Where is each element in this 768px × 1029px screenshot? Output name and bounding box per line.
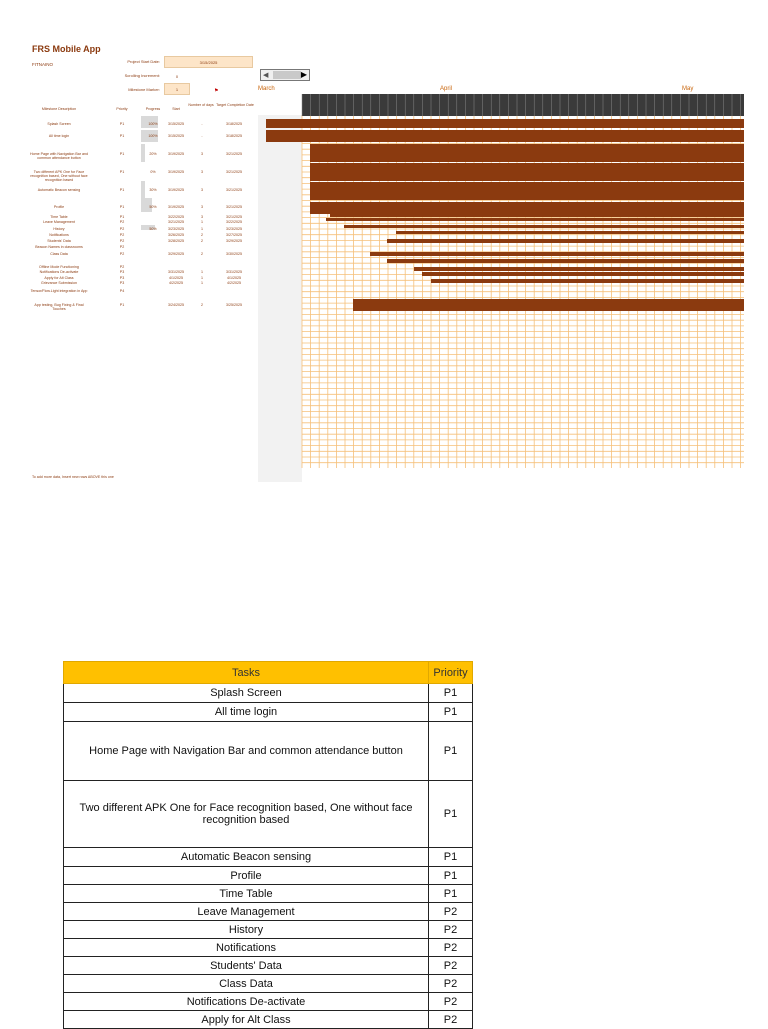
task-cell: Profile	[64, 867, 429, 885]
scrolling-increment-field[interactable]: 0	[164, 70, 190, 82]
priority-cell: P2	[429, 975, 473, 993]
milestone-start: 3/26/2025	[168, 233, 184, 237]
table-row	[64, 1011, 473, 1029]
milestone-days: 3	[201, 152, 203, 156]
table-row	[64, 703, 473, 722]
milestone-progress: 50%	[149, 227, 157, 231]
milestone-target: 4/2/2025	[227, 281, 241, 285]
milestone-progress: 0%	[150, 170, 156, 174]
milestone-start: 3/28/2025	[168, 239, 184, 243]
milestone-priority: P2	[119, 265, 125, 269]
table-row	[64, 903, 473, 921]
month-label: May	[682, 86, 694, 92]
milestone-progress: 50%	[149, 205, 157, 209]
milestone-name: Leave Management	[43, 220, 75, 224]
table-row	[64, 781, 473, 848]
scrolling-increment-label: Scrolling Increment:	[124, 73, 160, 78]
month-label: March	[258, 86, 275, 92]
priority-cell: P1	[429, 684, 473, 703]
month-label: April	[440, 86, 453, 92]
milestone-name: Students' Data	[47, 239, 71, 243]
task-bar	[330, 214, 744, 217]
milestone-start: 3/19/2025	[168, 170, 184, 174]
milestone-days: 1	[201, 227, 203, 231]
table-row	[64, 867, 473, 885]
scroll-right-icon[interactable]: ▶	[300, 70, 307, 79]
milestone-start: 3/31/2025	[168, 270, 184, 274]
milestone-days: 1	[201, 220, 203, 224]
milestone-name: Time Table	[50, 215, 68, 219]
task-cell: Class Data	[64, 975, 429, 993]
col-description: Milestone Description	[41, 107, 77, 111]
milestone-start: 3/15/2025	[168, 122, 184, 126]
footnote: To add more data, Insert new rows ABOVE this one	[32, 475, 114, 479]
task-bar	[414, 267, 744, 271]
project-start-field[interactable]: 3/15/2025	[164, 56, 253, 68]
task-bar	[387, 259, 744, 263]
task-cell: All time login	[64, 703, 429, 722]
milestone-start: 3/19/2025	[168, 188, 184, 192]
milestone-start: 3/22/2025	[168, 215, 184, 219]
task-cell: History	[64, 921, 429, 939]
milestone-name: Grievance Submission	[41, 281, 77, 285]
task-bar	[310, 144, 744, 162]
pre-start-area	[258, 115, 302, 482]
priority-cell: P2	[429, 903, 473, 921]
milestone-target: 3/18/2025	[226, 134, 242, 138]
milestone-name: Splash Screen	[47, 122, 71, 126]
milestone-name: Automatic Beacon sensing	[37, 188, 81, 192]
milestone-start: 3/19/2025	[168, 152, 184, 156]
scroll-left-icon[interactable]: ◀	[263, 72, 269, 79]
milestone-priority: P4	[119, 289, 125, 293]
task-cell: Students' Data	[64, 957, 429, 975]
priority-cell: P2	[429, 957, 473, 975]
task-cell: Time Table	[64, 885, 429, 903]
milestone-name: Offline Mode Functioning	[39, 265, 79, 269]
milestone-days: 1	[201, 281, 203, 285]
milestone-priority: P2	[119, 227, 125, 231]
priority-cell: P2	[429, 939, 473, 957]
table-row	[64, 921, 473, 939]
milestone-days: -	[201, 122, 203, 126]
milestone-days: 3	[201, 188, 203, 192]
milestone-target: 3/22/2025	[226, 220, 242, 224]
milestone-priority: P3	[119, 276, 125, 280]
milestone-name: All time login	[48, 134, 70, 138]
milestone-priority: P2	[119, 233, 125, 237]
milestone-name: Notifications	[49, 233, 69, 237]
milestone-start: 3/29/2025	[168, 252, 184, 256]
task-bar	[326, 218, 744, 221]
milestone-target: 3/27/2025	[226, 233, 242, 237]
milestone-target: 3/23/2025	[226, 227, 242, 231]
milestone-target: 3/21/2025	[226, 188, 242, 192]
milestone-priority: P1	[119, 215, 125, 219]
flag-icon: ⚑	[214, 88, 219, 94]
table-row	[64, 975, 473, 993]
timeline-scrollbar[interactable]	[260, 69, 310, 81]
milestone-priority: P2	[119, 239, 125, 243]
gantt-chart	[258, 84, 744, 482]
task-bar	[422, 272, 744, 276]
milestone-days: 2	[201, 252, 203, 256]
table-header-tasks: Tasks	[64, 662, 429, 684]
task-cell: Apply for Alt Class	[64, 1011, 429, 1029]
task-cell: Home Page with Navigation Bar and common attendance button	[64, 722, 429, 781]
milestone-target: 3/18/2025	[226, 122, 242, 126]
milestone-target: 3/29/2025	[226, 239, 242, 243]
task-bar	[387, 239, 744, 243]
milestone-target: 3/31/2025	[226, 270, 242, 274]
milestone-priority: P1	[119, 303, 125, 307]
milestone-target: 3/21/2025	[226, 152, 242, 156]
milestone-target: 3/21/2025	[226, 170, 242, 174]
task-bar	[396, 231, 744, 234]
milestone-marker-field[interactable]: 1	[164, 83, 190, 95]
milestone-days: -	[201, 134, 203, 138]
milestone-name: Home Page with Navigation Bar and common attendance button	[30, 152, 88, 160]
priority-cell: P1	[429, 722, 473, 781]
milestone-start: 3/15/2025	[168, 134, 184, 138]
company-name: FITNAINO	[32, 62, 53, 67]
priority-cell: P2	[429, 921, 473, 939]
priority-cell: P1	[429, 848, 473, 867]
milestone-start: 4/2/2025	[169, 281, 183, 285]
project-start-label: Project Start Date:	[127, 59, 160, 64]
table-row	[64, 684, 473, 703]
milestone-priority: P1	[119, 134, 125, 138]
priority-cell: P2	[429, 1011, 473, 1029]
priority-cell: P1	[429, 703, 473, 722]
table-row	[64, 939, 473, 957]
col-start: Start	[172, 107, 180, 111]
milestone-start: 3/19/2025	[168, 205, 184, 209]
milestone-days: 3	[201, 205, 203, 209]
milestone-name: App testing, Bug Fixing & Final Touches	[34, 303, 84, 311]
col-days: Number of days	[188, 103, 214, 107]
milestone-priority: P1	[119, 170, 125, 174]
task-bar	[344, 225, 744, 228]
task-bar	[266, 130, 744, 142]
milestone-priority: P3	[119, 270, 125, 274]
milestone-days: 1	[201, 276, 203, 280]
milestone-name: Notifications De-activate	[39, 270, 79, 274]
milestone-name: Two different APK One for Face recognition based, One without face recognition based	[30, 170, 88, 182]
milestone-target: 3/25/2025	[226, 303, 242, 307]
milestone-start: 3/23/2025	[168, 227, 184, 231]
milestone-days: 2	[201, 239, 203, 243]
milestone-target: 3/21/2025	[226, 205, 242, 209]
table-row	[64, 885, 473, 903]
table-row	[64, 722, 473, 781]
task-bar	[310, 182, 744, 200]
milestone-target: 4/1/2025	[227, 276, 241, 280]
task-bar	[266, 119, 744, 128]
milestone-priority: P2	[119, 252, 125, 256]
milestone-start: 3/21/2025	[168, 220, 184, 224]
milestone-name: Tensor/Flow.Light integration in App	[30, 289, 88, 293]
table-row	[64, 957, 473, 975]
col-progress: Progress	[145, 107, 161, 111]
milestone-priority: P1	[119, 152, 125, 156]
milestone-priority: P2	[119, 220, 125, 224]
scroll-thumb[interactable]	[273, 71, 301, 79]
milestone-days: 2	[201, 233, 203, 237]
task-cell: Notifications De-activate	[64, 993, 429, 1011]
milestone-name: History	[53, 227, 65, 231]
table-row	[64, 993, 473, 1011]
task-bar	[353, 299, 744, 311]
milestone-progress: 30%	[149, 188, 157, 192]
date-header	[302, 94, 744, 116]
milestone-marker-label: Milestone Marker:	[128, 87, 160, 92]
table-row	[64, 848, 473, 867]
milestone-target: 3/30/2025	[226, 252, 242, 256]
milestone-progress: 100%	[148, 134, 158, 138]
milestone-progress: 100%	[148, 122, 158, 126]
milestone-name: Profile	[53, 205, 65, 209]
milestone-name: Apply for Alt Class	[44, 276, 74, 280]
task-bar	[370, 252, 744, 256]
task-cell: Two different APK One for Face recognition based, One without face recognition based	[64, 781, 429, 848]
milestone-days: 3	[201, 215, 203, 219]
priority-cell: P1	[429, 781, 473, 848]
milestone-days: 1	[201, 270, 203, 274]
table-header-priority: Priority	[429, 662, 473, 684]
priority-cell: P1	[429, 885, 473, 903]
milestone-days: 3	[201, 170, 203, 174]
col-priority: Priority	[116, 107, 128, 111]
milestone-progress: 20%	[149, 152, 157, 156]
priority-cell: P1	[429, 867, 473, 885]
task-bar	[431, 279, 744, 283]
col-target: Target Completion Date	[216, 103, 254, 107]
task-cell: Notifications	[64, 939, 429, 957]
milestone-name: Class Data	[50, 252, 68, 256]
task-bar	[310, 163, 744, 181]
task-cell: Splash Screen	[64, 684, 429, 703]
milestone-days: 2	[201, 303, 203, 307]
milestone-priority: P1	[119, 188, 125, 192]
milestone-name: Beacon Names in classrooms	[35, 245, 83, 249]
project-title: FRS Mobile App	[32, 44, 101, 54]
task-cell: Leave Management	[64, 903, 429, 921]
milestone-start: 3/24/2025	[168, 303, 184, 307]
tasks-table	[63, 661, 473, 1029]
milestone-priority: P2	[119, 245, 125, 249]
task-cell: Automatic Beacon sensing	[64, 848, 429, 867]
priority-cell: P2	[429, 993, 473, 1011]
milestone-target: 3/21/2025	[226, 215, 242, 219]
task-bar	[310, 202, 744, 214]
milestone-priority: P3	[119, 281, 125, 285]
milestone-priority: P1	[119, 205, 125, 209]
milestone-start: 4/1/2025	[169, 276, 183, 280]
milestone-priority: P1	[119, 122, 125, 126]
